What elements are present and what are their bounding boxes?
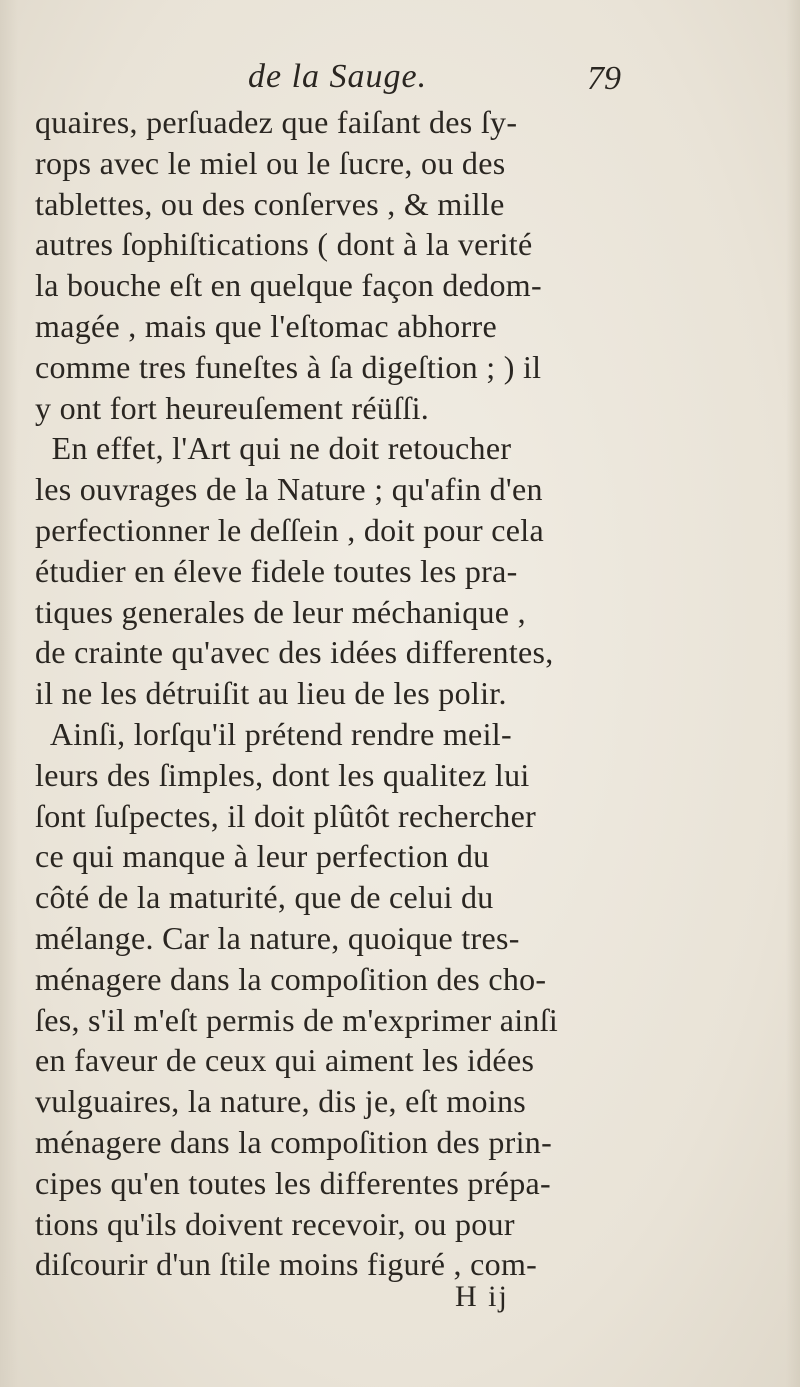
text-line: diſcourir d'un ſtile moins figuré , com-: [35, 1246, 538, 1283]
text-line: étudier en éleve fidele toutes les pra-: [35, 552, 518, 589]
text-line: perfectionner le deſſein , doit pour cela: [35, 511, 544, 548]
text-line: autres ſophiſtications ( dont à la verité: [35, 226, 533, 263]
text-line: il ne les détruiſit au lieu de les polir.: [35, 675, 507, 712]
text-line: tiques generales de leur méchanique ,: [35, 593, 526, 630]
text-line: leurs des ſimples, dont les qualitez lui: [35, 756, 530, 793]
running-head: [0, 50, 800, 110]
text-line: côté de la maturité, que de celui du: [35, 879, 494, 916]
text-line: vulguaires, la nature, dis je, eſt moins: [35, 1083, 526, 1120]
text-line: quaires, perſuadez que faiſant des ſy-: [35, 104, 518, 140]
paragraph-start-line: En effet, l'Art qui ne doit retoucher: [35, 430, 512, 467]
text-line: ſes, s'il m'eſt permis de m'exprimer ainſi: [35, 1001, 559, 1038]
running-head-title: de la Sauge.: [248, 58, 428, 95]
text-line: la bouche eſt en quelque façon dedom-: [35, 267, 542, 304]
text-line: comme tres funeſtes à ſa digeſtion ; ) il: [35, 348, 542, 385]
text-line: ce qui manque à leur perfection du: [35, 838, 490, 875]
paragraph-start-line: Ainſi, lorſqu'il prétend rendre meil-: [35, 715, 512, 752]
signature-mark: H ij: [455, 1280, 509, 1313]
body-text: [35, 102, 660, 1285]
text-line: cipes qu'en toutes les differentes prépa-: [35, 1164, 551, 1201]
text-line: y ont fort heureuſement réüſſi.: [35, 389, 430, 426]
text-line: mélange. Car la nature, quoique tres-: [35, 919, 520, 956]
text-line: ménagere dans la compoſition des cho-: [35, 960, 547, 997]
text-line: en faveur de ceux qui aiment les idées: [35, 1042, 535, 1079]
text-line: tions qu'ils doivent recevoir, ou pour: [35, 1205, 515, 1242]
text-line: ſont ſuſpectes, il doit plûtôt rechercher: [35, 797, 537, 834]
text-line: de crainte qu'avec des idées differentes,: [35, 634, 554, 671]
page-number: 79: [587, 60, 621, 97]
text-line: rops avec le miel ou le ſucre, ou des: [35, 144, 506, 181]
text-line: les ouvrages de la Nature ; qu'afin d'en: [35, 471, 543, 508]
text-line: tablettes, ou des conſerves , & mille: [35, 185, 505, 222]
text-line: ménagere dans la compoſition des prin-: [35, 1123, 553, 1160]
text-line: magée , mais que l'eſtomac abhorre: [35, 307, 497, 344]
